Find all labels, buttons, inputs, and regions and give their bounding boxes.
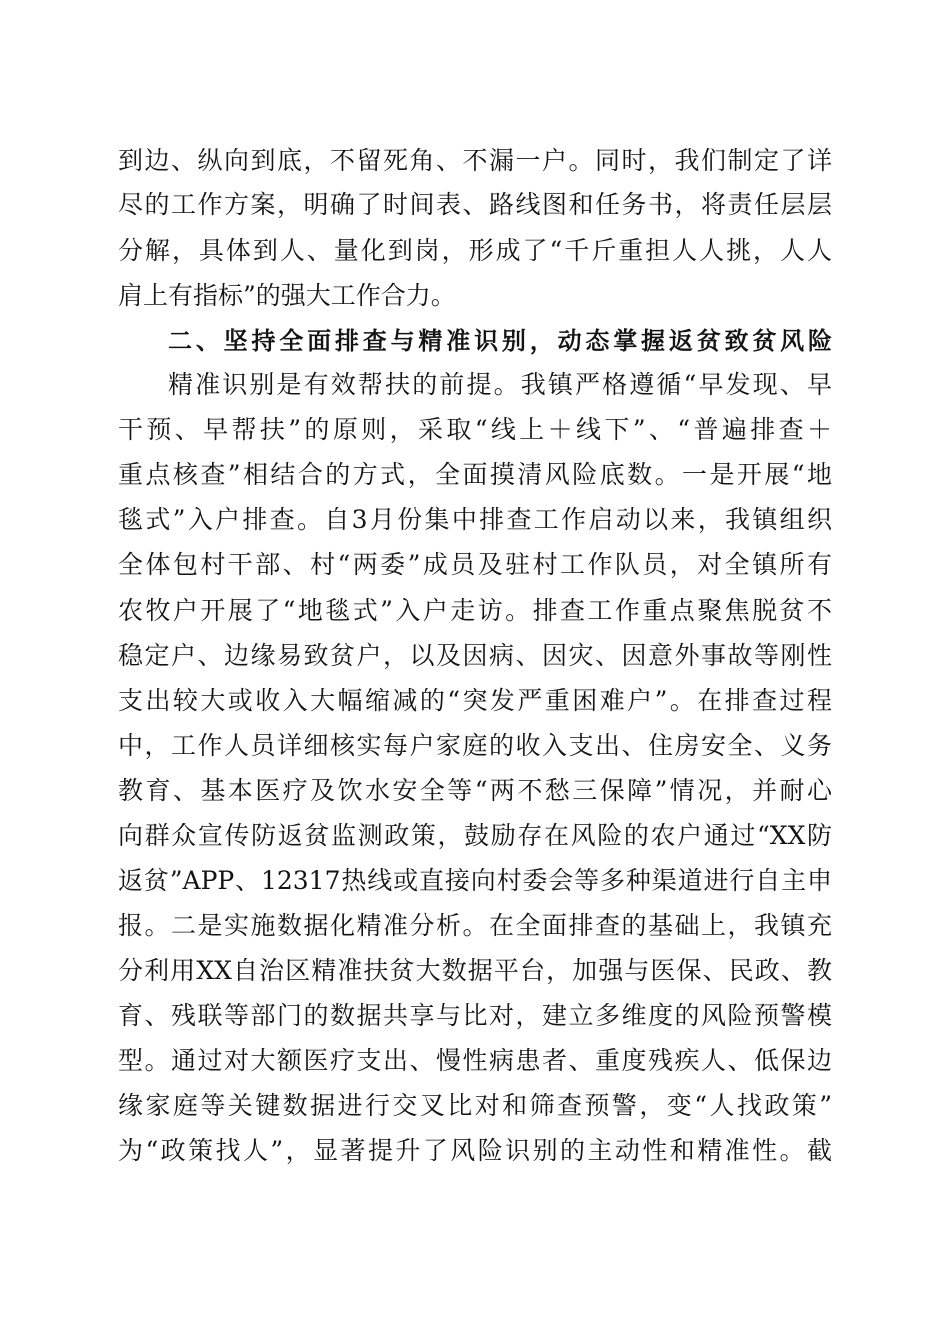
paragraph-line: 毯式”入户排查。自3月份集中排查工作启动以来，我镇组织 bbox=[118, 505, 832, 534]
paragraph-line: 育、残联等部门的数据共享与比对，建立多维度的风险预警模 bbox=[118, 1001, 832, 1030]
paragraph-line: 重点核查”相结合的方式，全面摸清风险底数。一是开展“地 bbox=[118, 460, 832, 489]
paragraph-line: 分解，具体到人、量化到岗，形成了“千斤重担人人挑，人人 bbox=[118, 236, 832, 265]
paragraph-line: 尽的工作方案，明确了时间表、路线图和任务书，将责任层层 bbox=[118, 190, 832, 219]
paragraph-line: 返贫”APP、12317热线或直接向村委会等多种渠道进行自主申 bbox=[118, 866, 832, 895]
paragraph-line: 稳定户、边缘易致贫户，以及因病、因灾、因意外事故等刚性 bbox=[118, 641, 832, 670]
paragraph-line: 分利用XX自治区精准扶贫大数据平台，加强与医保、民政、教 bbox=[118, 956, 832, 985]
paragraph-line: 精准识别是有效帮扶的前提。我镇严格遵循“早发现、早 bbox=[168, 370, 832, 399]
section-heading: 二、坚持全面排查与精准识别，动态掌握返贫致贫风险 bbox=[168, 327, 832, 355]
paragraph-line: 全体包村干部、村“两委”成员及驻村工作队员，对全镇所有 bbox=[118, 550, 832, 579]
paragraph-line: 肩上有指标”的强大工作合力。 bbox=[118, 281, 456, 310]
paragraph-line: 缘家庭等关键数据进行交叉比对和筛查预警，变“人找政策” bbox=[118, 1091, 832, 1120]
paragraph-line: 到边、纵向到底，不留死角、不漏一户。同时，我们制定了详 bbox=[118, 146, 832, 175]
paragraph-line: 报。二是实施数据化精准分析。在全面排查的基础上，我镇充 bbox=[118, 911, 832, 940]
paragraph-line: 向群众宣传防返贫监测政策，鼓励存在风险的农户通过“XX防 bbox=[118, 821, 832, 850]
paragraph-line: 干预、早帮扶”的原则，采取“线上＋线下”、“普遍排查＋ bbox=[118, 415, 832, 444]
paragraph-line: 型。通过对大额医疗支出、慢性病患者、重度残疾人、低保边 bbox=[118, 1046, 832, 1075]
paragraph-line: 农牧户开展了“地毯式”入户走访。排查工作重点聚焦脱贫不 bbox=[118, 596, 832, 625]
paragraph-line: 支出较大或收入大幅缩减的“突发严重困难户”。在排查过程 bbox=[118, 686, 832, 715]
paragraph-line: 中，工作人员详细核实每户家庭的收入支出、住房安全、义务 bbox=[118, 731, 832, 760]
paragraph-line: 教育、基本医疗及饮水安全等“两不愁三保障”情况，并耐心 bbox=[118, 776, 832, 805]
paragraph-line: 为“政策找人”，显著提升了风险识别的主动性和精准性。截 bbox=[118, 1136, 832, 1165]
